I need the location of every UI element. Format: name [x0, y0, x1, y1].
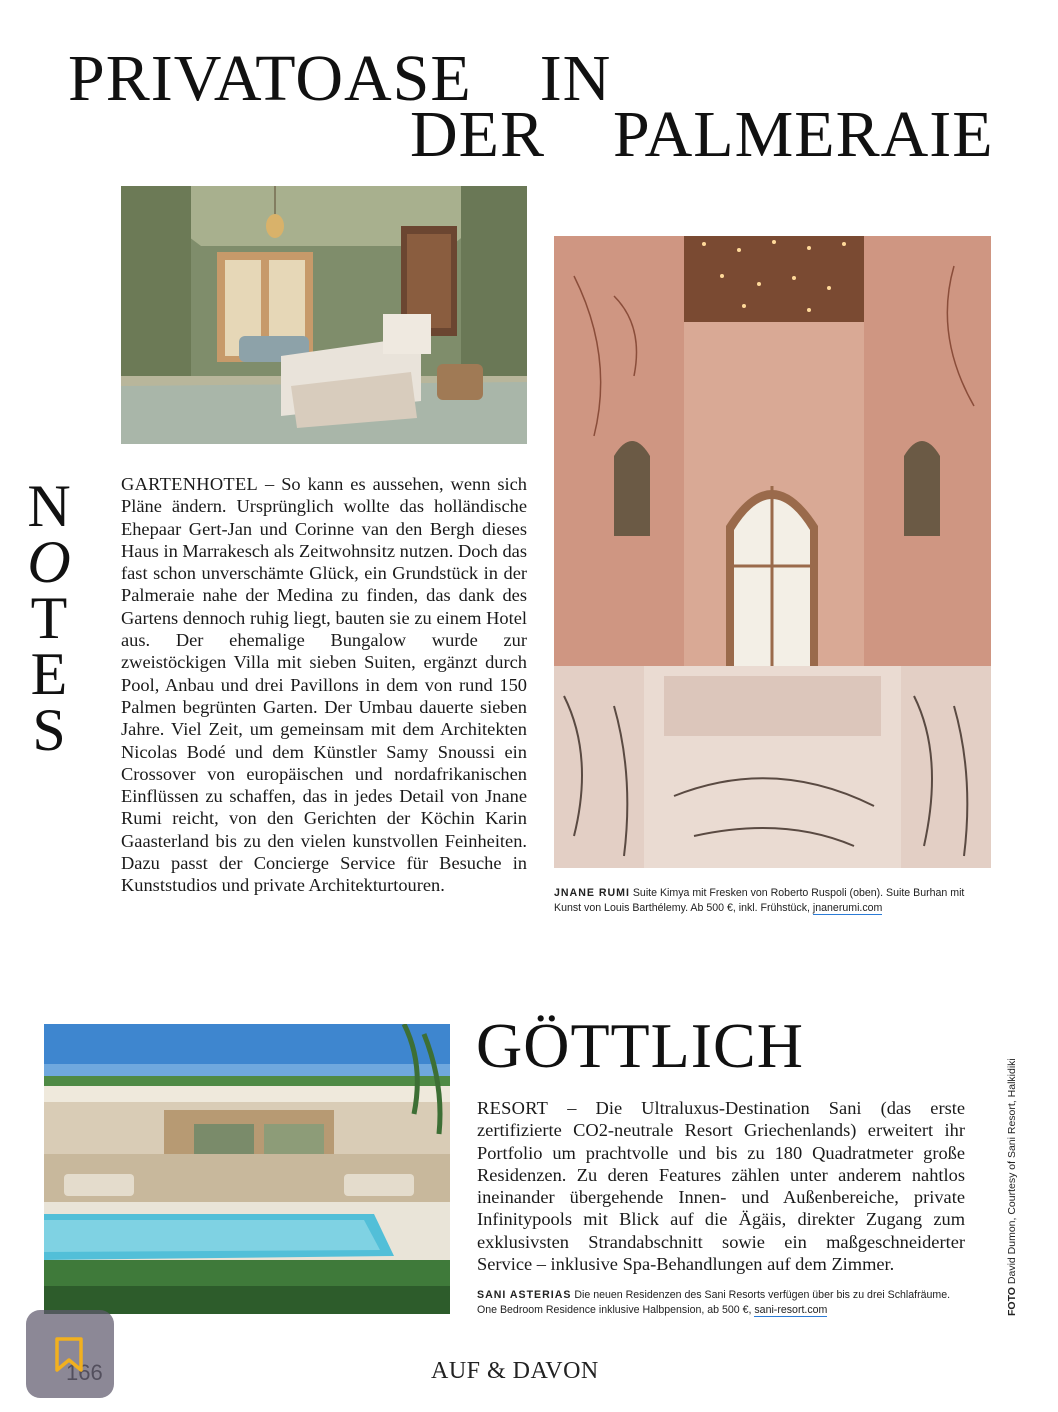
caption-lead: JNANE RUMI — [554, 887, 630, 899]
side-letter: O — [27, 529, 71, 595]
article-resort-body — [477, 1097, 965, 1275]
caption-link-jnanerumi[interactable]: jnanerumi.com — [812, 902, 883, 914]
caption-lead: SANI ASTERIAS — [477, 1289, 572, 1301]
bookmark-icon — [54, 1337, 84, 1373]
bookmark-button[interactable] — [26, 1310, 114, 1398]
article-gartenhotel-body — [121, 473, 527, 897]
credit-label: FOTO — [1006, 1287, 1018, 1316]
caption-jnane-rumi — [554, 886, 974, 916]
caption-text: Die neuen Residenzen des Sani Resorts verfügen über bis zu drei Schlafräume. One Bedroom Residence inklusive Halbpension, ab 500 €, — [477, 1289, 951, 1316]
caption-text: Suite Kimya mit Fresken von Roberto Ruspoli (oben). Suite Burhan mit Kunst von Louis Barthélemy. Ab 500 €, inkl. Frühstück, — [554, 887, 965, 914]
side-letter: S — [32, 697, 66, 763]
article-lead: GARTENHOTEL — [121, 474, 259, 494]
headline-word-privatoase: PRIVATOASE — [68, 42, 472, 115]
bedroom-photo — [121, 186, 527, 444]
photo-credit — [1006, 1058, 1018, 1316]
article-text: – Die Ultraluxus-Destination Sani (das erste zertifizierte CO2-neutrale Resort Griechenlands) erweitert ihr Portfolio um prachtvolle und bis zu 180 Quadratmeter große Residenzen. Zu deren Features zählen unter anderem nahtlos ineinander übergehende Innen- und Außenbereiche, private Infinitypools mit Blick auf die Ägäis, direkter Zugang zum exklusivsten Strandabschnitt sowie ein maßgeschneiderter Service – inklusive Spa-Behandlungen auf dem Zimmer. — [477, 1098, 965, 1275]
article-title-goettlich: GÖTTLICH — [476, 1010, 804, 1081]
bathroom-photo — [554, 236, 991, 868]
article-lead: RESORT — [477, 1098, 549, 1118]
headline-word-der: DER — [410, 98, 545, 171]
side-letter: T — [30, 585, 68, 651]
headline-word-in: IN — [539, 42, 612, 115]
resort-photo — [44, 1024, 450, 1314]
side-letter: N — [27, 473, 71, 539]
caption-sani-asterias — [477, 1288, 967, 1318]
article-text: – So kann es aussehen, wenn sich Pläne ändern. Ursprünglich wollte das holländische Ehepaar Gert-Jan und Corinne van den Bergh dieses Haus in Marrakesch als Zeitwohnsitz nutzen. Doch das fast schon unverschämte Glück, ein Grundstück in der Palmeraie nahe der Medina zu finden, das dank des Gartens dennoch ruhig liegt, bauten sie zu einem Hotel aus. Der ehemalige Bungalow wurde zur zweistöckigen Villa mit sieben Suiten, ergänzt durch Pool, Anbau und drei Pavillons in dem von rund 150 Palmen begrünten Garten. Der Umbau dauerte sieben Jahre. Viel Zeit, um gemeinsam mit dem Architekten Nicolas Bodé und dem Künstler Samy Snoussi ein Crossover von europäischen und nordafrikanischen Einflüssen zu schaffen, das in jedes Detail von Jnane Rumi reicht, von den Gerichten der Köchin Karin Gaasterland bis zu den vielen kunstvollen Feinheiten. Dazu passt der Concierge Service für Besuche in Kunststudios und private Architekturtouren. — [121, 474, 527, 896]
footer-section-title: AUF & DAVON — [431, 1358, 599, 1384]
caption-link-sani-resort[interactable]: sani-resort.com — [754, 1304, 828, 1316]
headline-word-palmeraie: PALMERAIE — [613, 98, 994, 171]
side-letter: E — [30, 641, 68, 707]
credit-text: David Dumon, Courtesy of Sani Resort, Halkidiki — [1006, 1058, 1018, 1288]
side-word-notes — [22, 473, 76, 763]
headline-line-2 — [410, 98, 994, 171]
